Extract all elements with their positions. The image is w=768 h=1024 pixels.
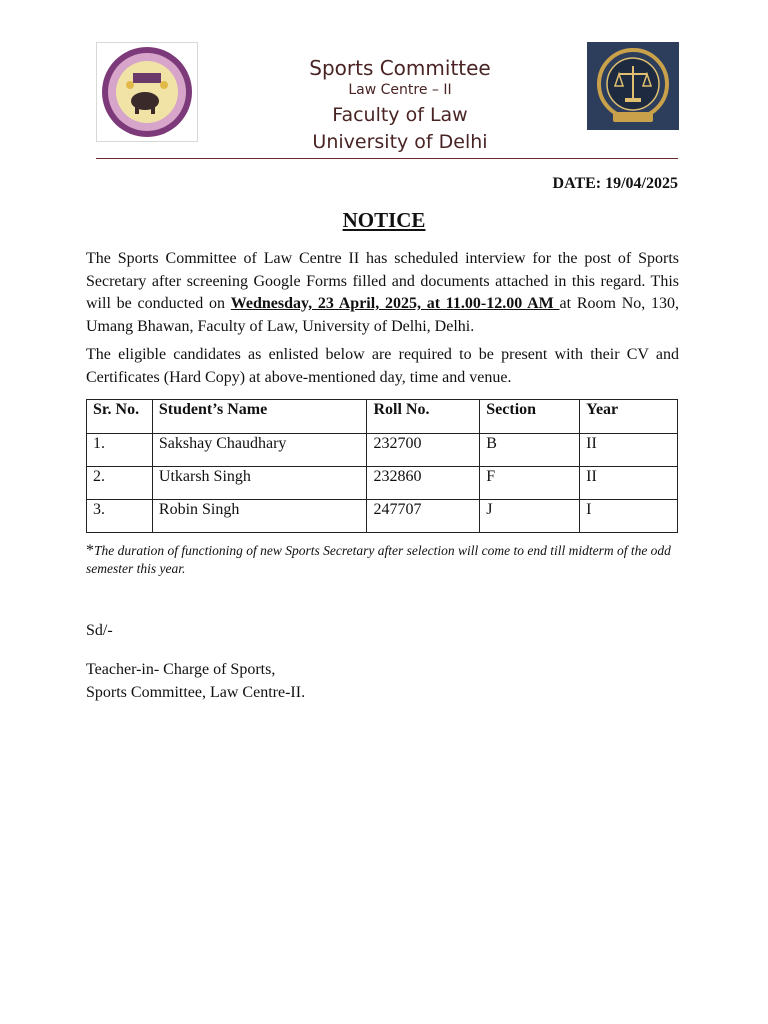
signatory-block <box>86 658 305 704</box>
footnote-asterisk: * <box>86 542 94 559</box>
signature-mark: Sd/- <box>86 622 113 639</box>
cell-year: II <box>580 467 678 500</box>
cell-student-name: Utkarsh Singh <box>152 467 367 500</box>
centre-name: Law Centre – II <box>348 82 452 98</box>
committee-name: Sports Committee <box>309 56 491 80</box>
cell-year: I <box>580 500 678 533</box>
cell-roll-no: 232700 <box>367 434 480 467</box>
cell-sr-no: 3. <box>87 500 153 533</box>
header-student-name: Student’s Name <box>152 400 367 434</box>
cell-student-name: Robin Singh <box>152 500 367 533</box>
candidates-table <box>86 399 678 533</box>
cell-section: J <box>480 500 580 533</box>
table-row <box>87 500 678 533</box>
cell-roll-no: 247707 <box>367 500 480 533</box>
faculty-name: Faculty of Law <box>332 104 468 126</box>
scales-emblem-icon <box>587 42 679 130</box>
cell-sr-no: 2. <box>87 467 153 500</box>
table-row <box>87 434 678 467</box>
notice-paragraph-2: The eligible candidates as enlisted below are required to be present with their CV and Certificates (Hard Copy) at above-mentioned day, time and venue. <box>86 346 679 386</box>
table-header-row <box>87 400 678 434</box>
notice-title: NOTICE <box>342 208 426 232</box>
law-centre-emblem-logo <box>587 42 679 130</box>
cell-sr-no: 1. <box>87 434 153 467</box>
header-section: Section <box>480 400 580 434</box>
seal-icon <box>97 43 197 141</box>
letterhead <box>250 54 550 155</box>
table-row <box>87 467 678 500</box>
university-name: University of Delhi <box>312 131 488 153</box>
header-divider <box>96 158 678 159</box>
cell-student-name: Sakshay Chaudhary <box>152 434 367 467</box>
cell-year: II <box>580 434 678 467</box>
cell-section: B <box>480 434 580 467</box>
header-sr-no: Sr. No. <box>87 400 153 434</box>
university-seal-logo <box>96 42 198 142</box>
cell-section: F <box>480 467 580 500</box>
footnote <box>86 542 681 578</box>
notice-date: DATE: 19/04/2025 <box>552 175 678 192</box>
interview-datetime: Wednesday, 23 April, 2025, at 11.00-12.00 AM <box>230 295 560 312</box>
signatory-office: Sports Committee, Law Centre-II. <box>86 684 306 701</box>
header-year: Year <box>580 400 678 434</box>
signatory-title: Teacher-in- Charge of Sports, <box>86 661 276 678</box>
header-roll-no: Roll No. <box>367 400 480 434</box>
notice-paragraph-1 <box>86 248 679 338</box>
paragraph-1-text-start: The Sports Committee of Law Centre II has scheduled interview for the post of Sports Secretary after screening Google Forms filled and documents attached in this regard. This will be conducted on <box>86 250 679 312</box>
cell-roll-no: 232860 <box>367 467 480 500</box>
footnote-text: The duration of functioning of new Sports Secretary after selection will come to end till midterm of the odd semester this year. <box>86 543 671 576</box>
paragraph-1-text-end: at Room No, 130, Umang Bhawan, Faculty of Law, University of Delhi, Delhi. <box>86 295 679 335</box>
